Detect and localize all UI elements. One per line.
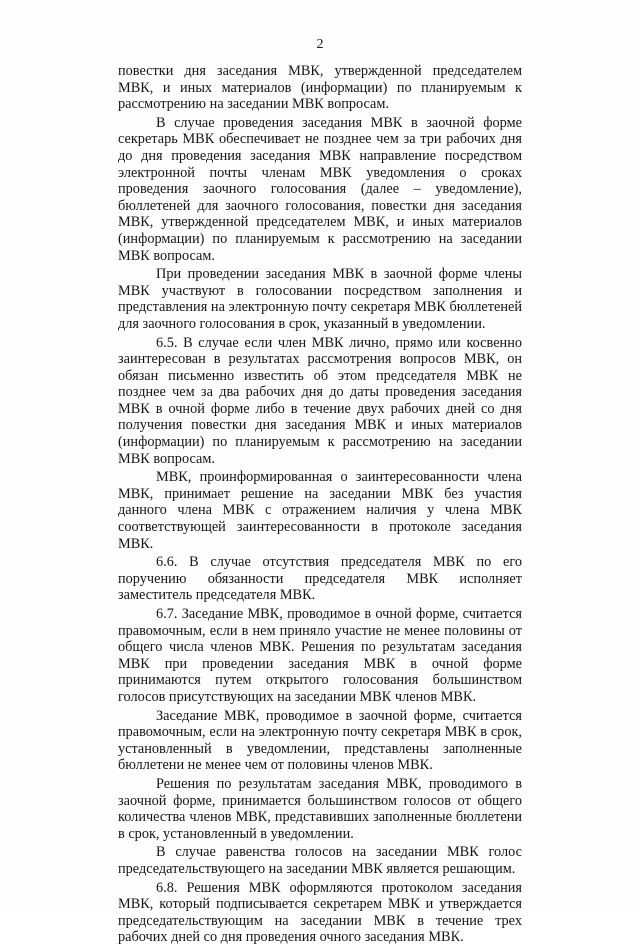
paragraph: В случае равенства голосов на заседании МВК голос председательствующего на заседании МВК является решающим. xyxy=(118,844,522,877)
document-body xyxy=(118,63,522,948)
paragraph: Заседание МВК, проводимое в заочной форме, считается правомочным, если на электронную почту секретаря МВК в срок, установленный в уведомлении, представлены заполненные бюллетени не менее чем от половины членов МВК. xyxy=(118,707,522,774)
paragraph-continuation: повестки дня заседания МВК, утвержденной председателем МВК, и иных материалов (информации) по планируемым к рассмотрению на заседании МВК вопросам. xyxy=(118,63,522,113)
paragraph-clause-6-6: 6.6. В случае отсутствия председателя МВК по его поручению обязанности председателя МВК исполняет заместитель председателя МВК. xyxy=(118,554,522,604)
paragraph-clause-6-8: 6.8. Решения МВК оформляются протоколом заседания МВК, который подписывается секретарем МВК и утверждается председательствующим на заседании МВК в течение трех рабочих дней со дня проведения очного заседания МВК. xyxy=(118,879,522,946)
paragraph-clause-6-5: 6.5. В случае если член МВК лично, прямо или косвенно заинтересован в результатах рассмотрения вопросов МВК, он обязан письменно известить об этом председателя МВК не позднее чем за два рабочих дня до даты проведения заседания МВК в очной форме либо в течение двух рабочих дней со дня получения повестки дня заседания МВК и иных материалов (информации) по планируемым к рассмотрению на заседании МВК вопросам. xyxy=(118,334,522,467)
paragraph: При проведении заседания МВК в заочной форме члены МВК участвуют в голосовании посредством заполнения и представления на электронную почту секретаря МВК бюллетеней для заочного голосования в срок, указанный в уведомлении. xyxy=(118,266,522,332)
page-number: 2 xyxy=(316,37,324,52)
paragraph: Решения по результатам заседания МВК, проводимого в заочной форме, принимается большинством голосов от общего количества членов МВК, представивших заполненные бюллетени в срок, установленный в уведомлении. xyxy=(118,775,522,842)
paragraph-clause-6-7: 6.7. Заседание МВК, проводимое в очной форме, считается правомочным, если в нем приняло участие не менее половины от общего числа членов МВК. Решения по результатам заседания МВК при проведении заседания МВК в очной форме принимаются путем открытого голосования большинством голосов присутствующих на заседании МВК членов МВК. xyxy=(118,606,522,705)
paragraph: В случае проведения заседания МВК в заочной форме секретарь МВК обеспечивает не позднее чем за три рабочих дня до дня проведения заседания МВК направление посредством электронной почты членам МВК уведомления о сроках проведения заочного голосования (далее – уведомление), бюллетеней для заочного голосования, повестки дня заседания МВК, утвержденной председателем МВК, и иных материалов (информации) по планируемым к рассмотрению на заседании МВК вопросам. xyxy=(118,114,522,264)
paragraph: МВК, проинформированная о заинтересованности члена МВК, принимает решение на заседании МВК без участия данного члена МВК с отражением наличия у члена МВК соответствующей заинтересованности в протоколе заседания МВК. xyxy=(118,469,522,552)
